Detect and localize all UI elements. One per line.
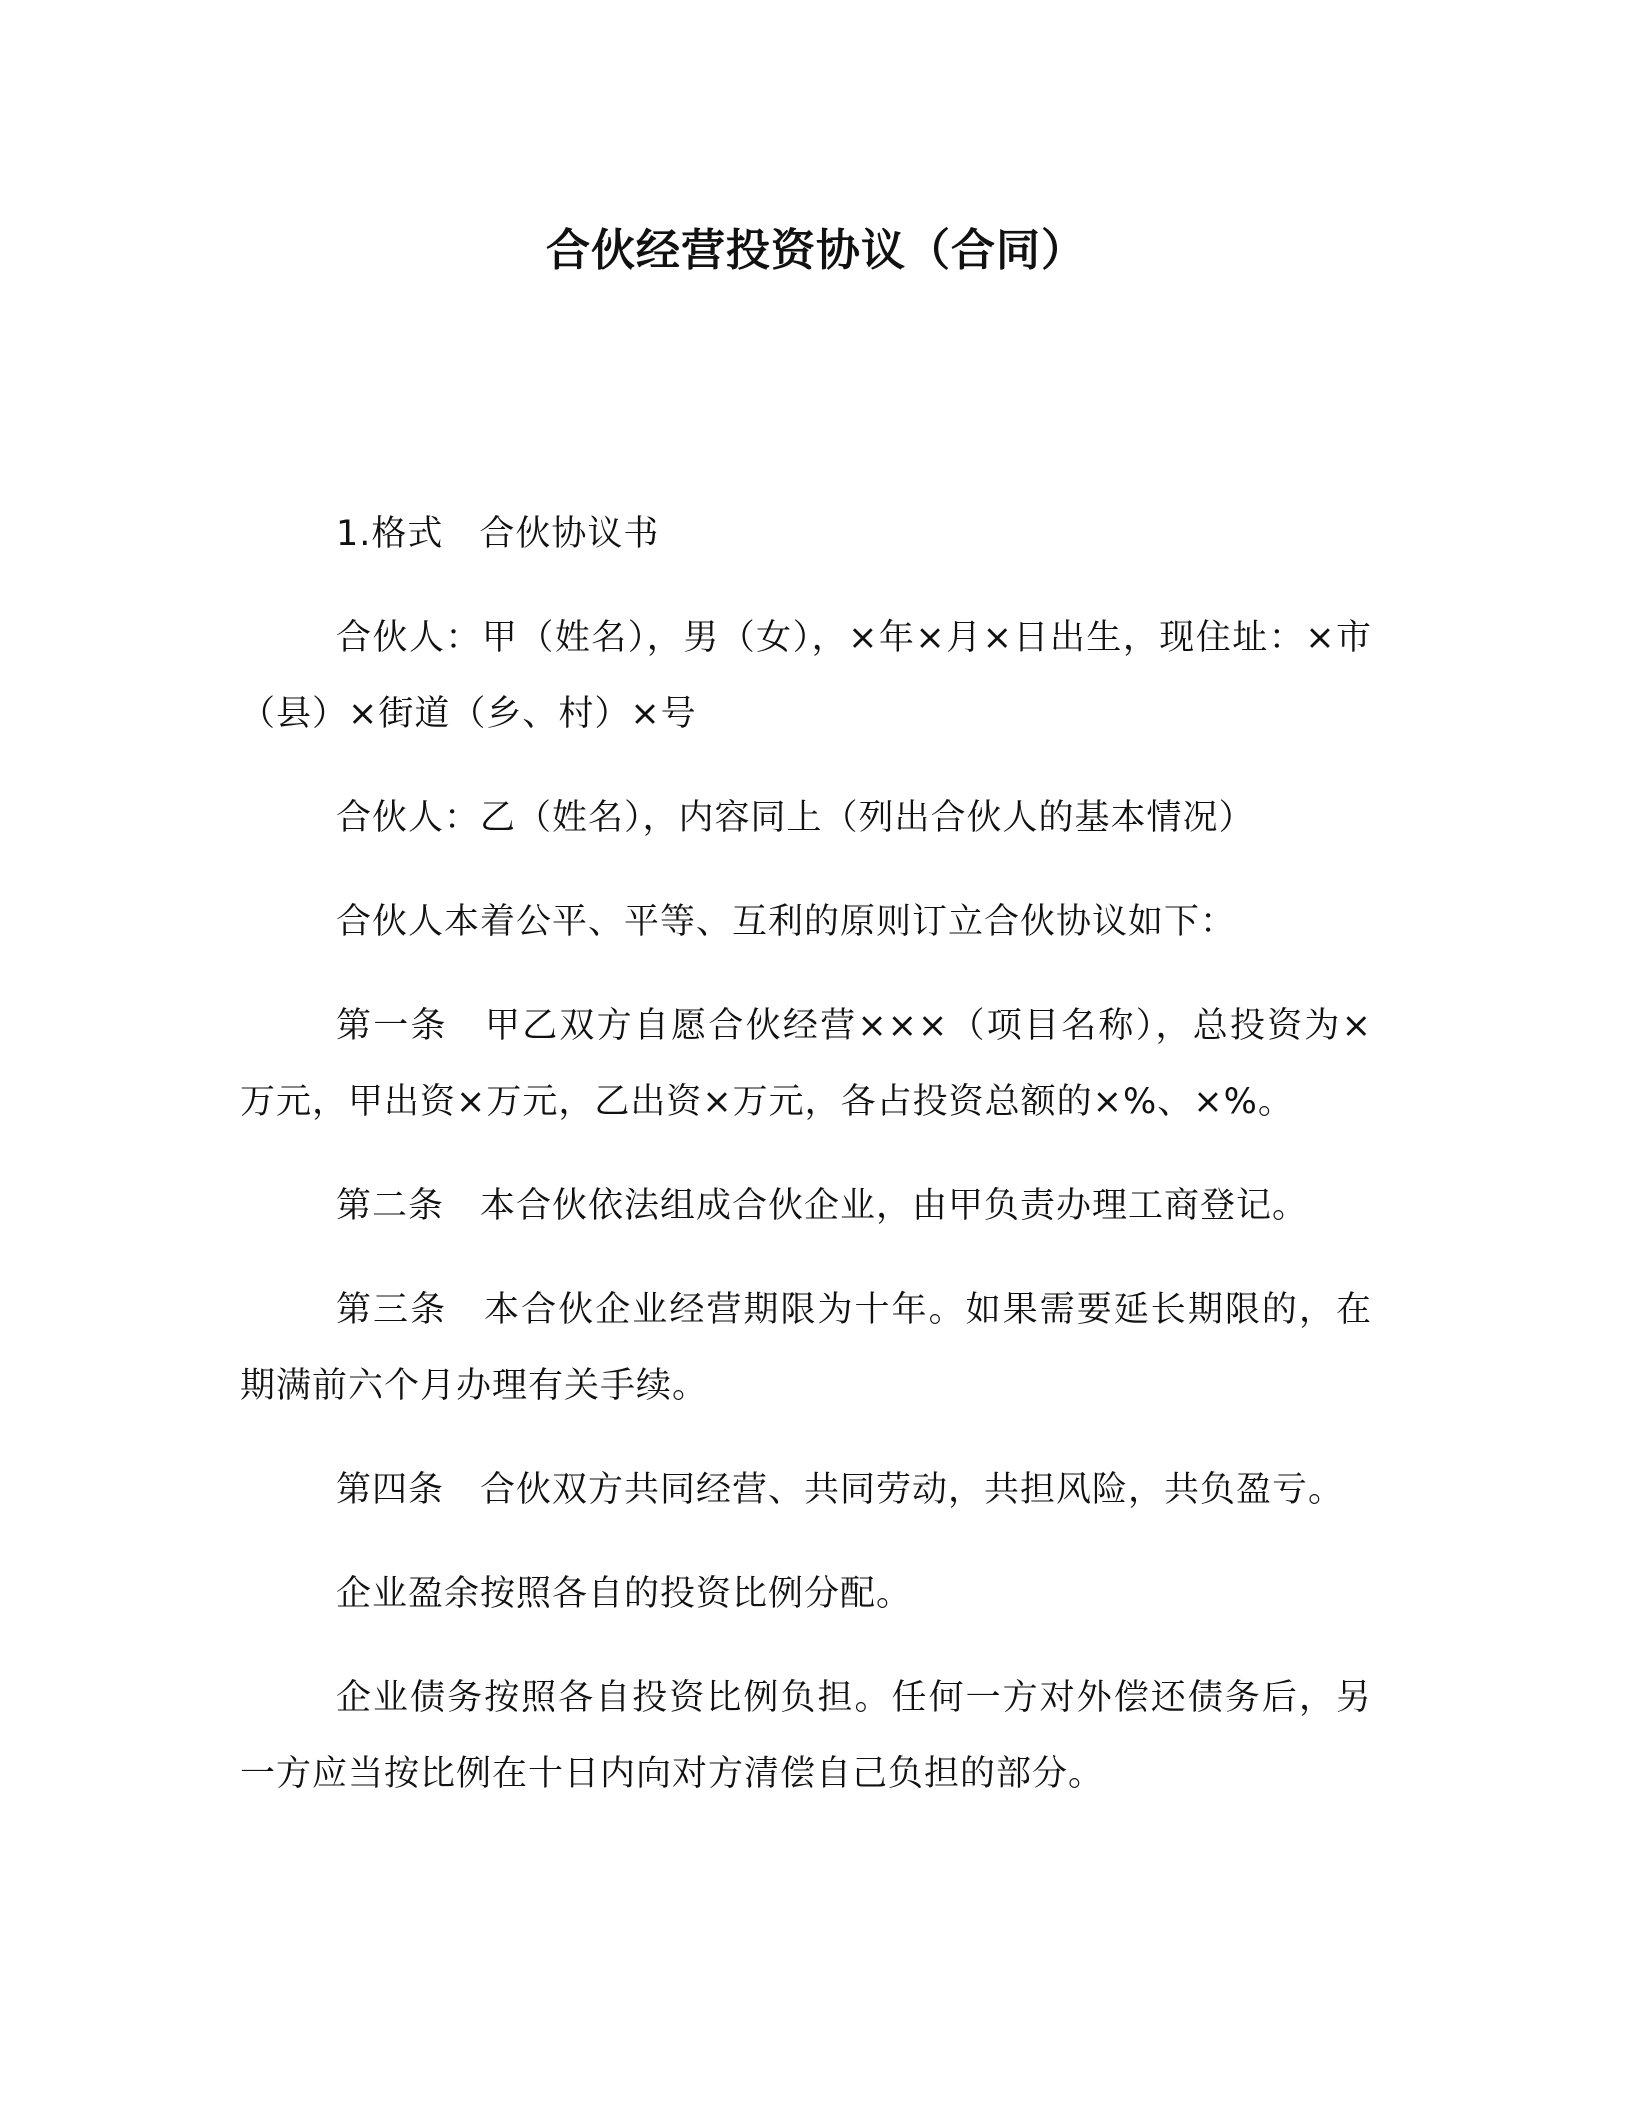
document-body <box>240 496 1372 1840</box>
paragraph-format: 1.格式 合伙协议书 <box>336 514 660 554</box>
paragraph-article-1: 第一条 甲乙双方自愿合伙经营×××（项目名称），总投资为×万元，甲出资×万元，乙出资×万元，各占投资总额的×%、×%。 <box>240 1006 1372 1122</box>
paragraph-profit: 企业盈余按照各自的投资比例分配。 <box>336 1574 913 1614</box>
paragraph-article-3: 第三条 本合伙企业经营期限为十年。如果需要延长期限的，在期满前六个月办理有关手续。 <box>240 1290 1372 1406</box>
paragraph-partner-a: 合伙人：甲（姓名），男（女），×年×月×日出生，现住址：×市（县）×街道（乡、村）×号 <box>240 618 1372 734</box>
paragraph-debt: 企业债务按照各自投资比例负担。任何一方对外偿还债务后，另一方应当按比例在十日内向对方清偿自己负担的部分。 <box>240 1678 1372 1794</box>
paragraph-partner-b: 合伙人：乙（姓名），内容同上（列出合伙人的基本情况） <box>336 798 1255 838</box>
paragraph-article-4: 第四条 合伙双方共同经营、共同劳动，共担风险，共负盈亏。 <box>336 1470 1345 1510</box>
document-title: 合伙经营投资协议（合同） <box>546 225 1086 276</box>
paragraph-article-2: 第二条 本合伙依法组成合伙企业，由甲负责办理工商登记。 <box>336 1186 1309 1226</box>
paragraph-preamble: 合伙人本着公平、平等、互利的原则订立合伙协议如下： <box>336 902 1237 942</box>
